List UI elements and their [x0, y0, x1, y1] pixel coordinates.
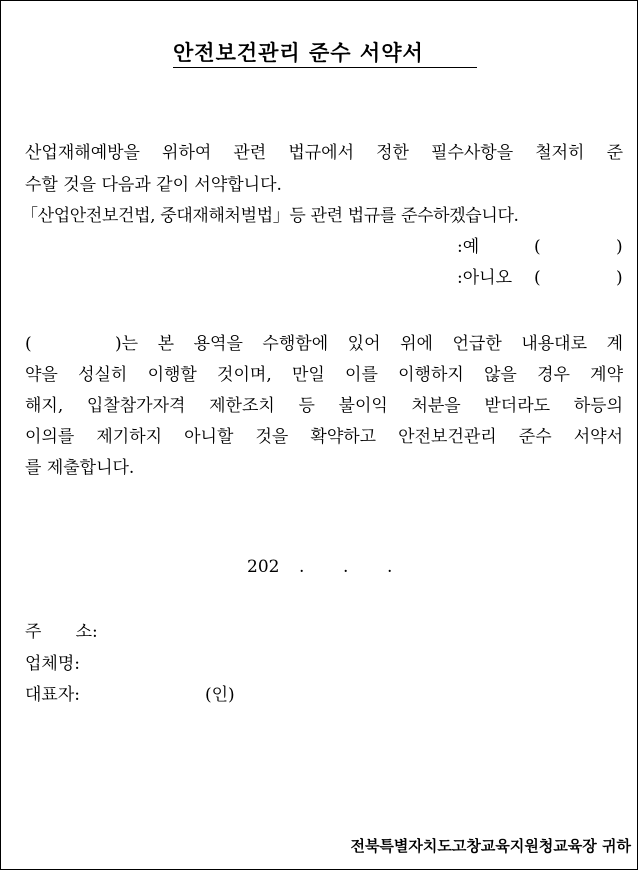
address-label: 주 소: — [25, 622, 98, 642]
option-yes-paren-open: ( — [534, 237, 541, 257]
option-no-paren-open: ( — [534, 268, 541, 288]
option-yes-label: :예 — [457, 237, 480, 257]
paragraph2-line1: )는 본 용역을 수행함에 있어 위에 언급한 내용대로 계 — [115, 334, 623, 354]
paragraph1-line3: 「산업안전보건법, 중대재해처벌법」등 관련 법규를 준수하겠습니다. — [21, 206, 519, 226]
paragraph2-line1-open-paren: ( — [25, 334, 32, 354]
date-dot-3: . — [387, 557, 393, 577]
company-name-label: 업체명: — [25, 654, 80, 674]
addressee-footer: 전북특별자치도고창교육지원청교육장 귀하 — [350, 837, 631, 855]
date-dot-1: . — [299, 557, 305, 577]
paragraph1-line2: 수할 것을 다음과 같이 서약합니다. — [25, 175, 282, 195]
document-title: 안전보건관리 준수 서약서 — [173, 39, 477, 68]
paragraph2-line3: 해지, 입찰참가자격 제한조치 등 불이익 처분을 받더라도 하등의 — [25, 396, 623, 416]
paragraph2-line4: 이의를 제기하지 아니할 것을 확약하고 안전보건관리 준수 서약서 — [25, 427, 623, 447]
paragraph2-line5: 를 제출합니다. — [25, 458, 135, 478]
date-dot-2: . — [343, 557, 349, 577]
date-year: 202 — [247, 557, 280, 577]
paragraph1-line1: 산업재해예방을 위하여 관련 법규에서 정한 필수사항을 철저히 준 — [25, 143, 623, 163]
option-yes-paren-close: ) — [616, 237, 623, 257]
option-no-paren-close: ) — [616, 268, 623, 288]
option-no-label: :아니오 — [457, 268, 512, 288]
representative-label: 대표자: — [25, 685, 80, 705]
paragraph2-line2: 약을 성실히 이행할 것이며, 만일 이를 이행하지 않을 경우 계약 — [25, 365, 623, 385]
seal-label: (인) — [205, 685, 235, 705]
